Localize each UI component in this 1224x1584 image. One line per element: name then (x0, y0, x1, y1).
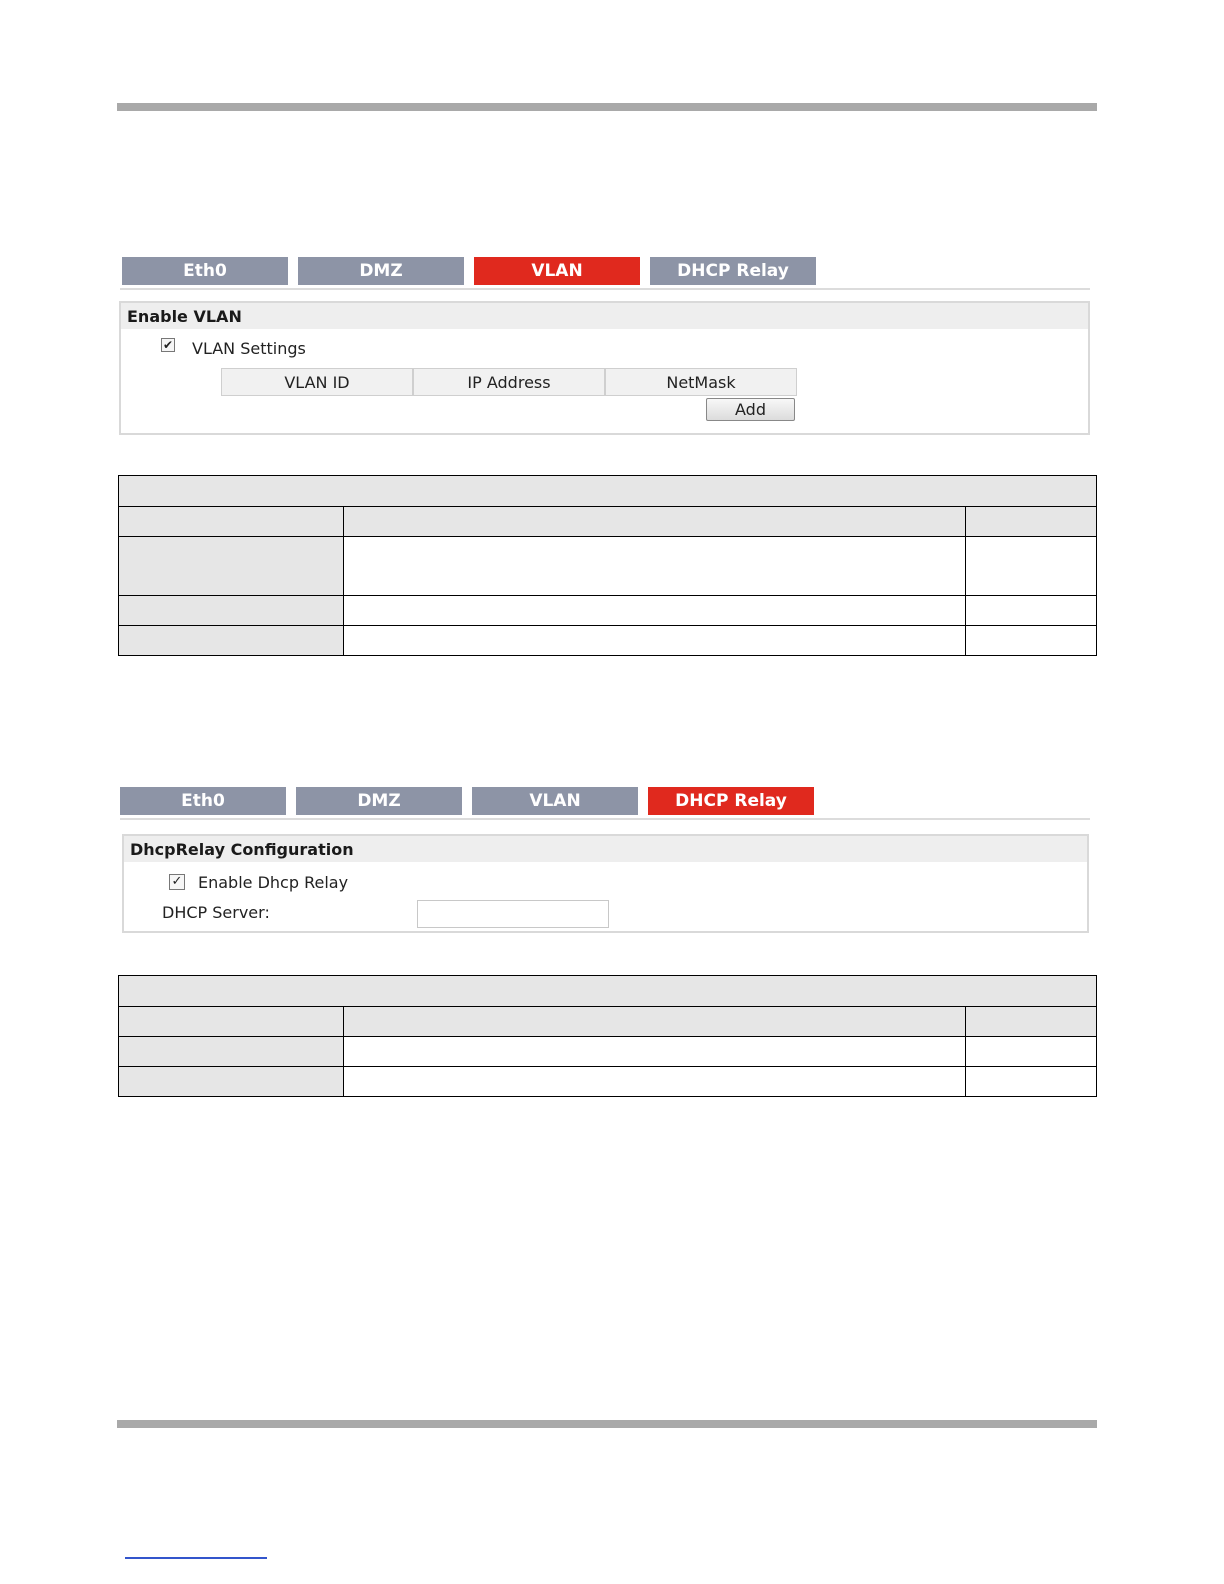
footer-link-underline[interactable] (125, 1557, 267, 1559)
column-ip-address: IP Address (413, 368, 605, 396)
tab-dmz[interactable]: DMZ (296, 787, 462, 815)
dhcp-server-input[interactable] (417, 900, 609, 928)
table-cell (966, 596, 1097, 626)
table-cell (966, 537, 1097, 596)
table-row-label (119, 596, 344, 626)
table-header-cell (966, 1007, 1097, 1037)
table-cell (344, 537, 966, 596)
vlan-settings-checkbox[interactable]: ✔ (162, 338, 174, 352)
dhcp-relay-panel (122, 834, 1089, 933)
tab-eth0[interactable]: Eth0 (122, 257, 288, 285)
tab-dhcp-relay[interactable]: DHCP Relay (648, 787, 814, 815)
tab-underline (120, 818, 1090, 820)
column-vlan-id: VLAN ID (221, 368, 413, 396)
table-cell (344, 596, 966, 626)
table-row-label (119, 626, 344, 656)
dhcp-tab-bar (120, 787, 814, 815)
header-rule (117, 103, 1097, 111)
dhcp-server-label: DHCP Server: (162, 903, 270, 922)
footer-rule (117, 1420, 1097, 1428)
table-cell (344, 1067, 966, 1097)
tab-eth0[interactable]: Eth0 (120, 787, 286, 815)
table-cell (344, 626, 966, 656)
table-header-cell (966, 507, 1097, 537)
table-row-label (119, 1067, 344, 1097)
enable-dhcp-relay-label: Enable Dhcp Relay (198, 873, 349, 892)
table-header-cell (119, 507, 344, 537)
vlan-parameter-table (118, 475, 1097, 656)
table-cell (966, 1067, 1097, 1097)
table-title-row (119, 976, 1097, 1007)
vlan-settings-label: VLAN Settings (192, 339, 306, 358)
table-cell (966, 626, 1097, 656)
vlan-panel (119, 301, 1090, 435)
panel-title: DhcpRelay Configuration (124, 836, 1087, 862)
enable-dhcp-relay-checkbox[interactable]: ✓ (169, 874, 185, 890)
add-button[interactable]: Add (706, 398, 795, 421)
tab-vlan[interactable]: VLAN (472, 787, 638, 815)
table-header-cell (119, 1007, 344, 1037)
vlan-table-header (221, 368, 797, 396)
table-row-label (119, 1037, 344, 1067)
tab-dmz[interactable]: DMZ (298, 257, 464, 285)
table-header-cell (344, 507, 966, 537)
tab-dhcp-relay[interactable]: DHCP Relay (650, 257, 816, 285)
dhcp-parameter-table (118, 975, 1097, 1097)
table-header-cell (344, 1007, 966, 1037)
table-row-label (119, 537, 344, 596)
table-cell (966, 1037, 1097, 1067)
panel-title: Enable VLAN (121, 303, 1088, 329)
column-netmask: NetMask (605, 368, 797, 396)
tab-underline (120, 288, 1090, 290)
vlan-tab-bar (122, 257, 816, 285)
tab-vlan[interactable]: VLAN (474, 257, 640, 285)
table-cell (344, 1037, 966, 1067)
table-title-row (119, 476, 1097, 507)
